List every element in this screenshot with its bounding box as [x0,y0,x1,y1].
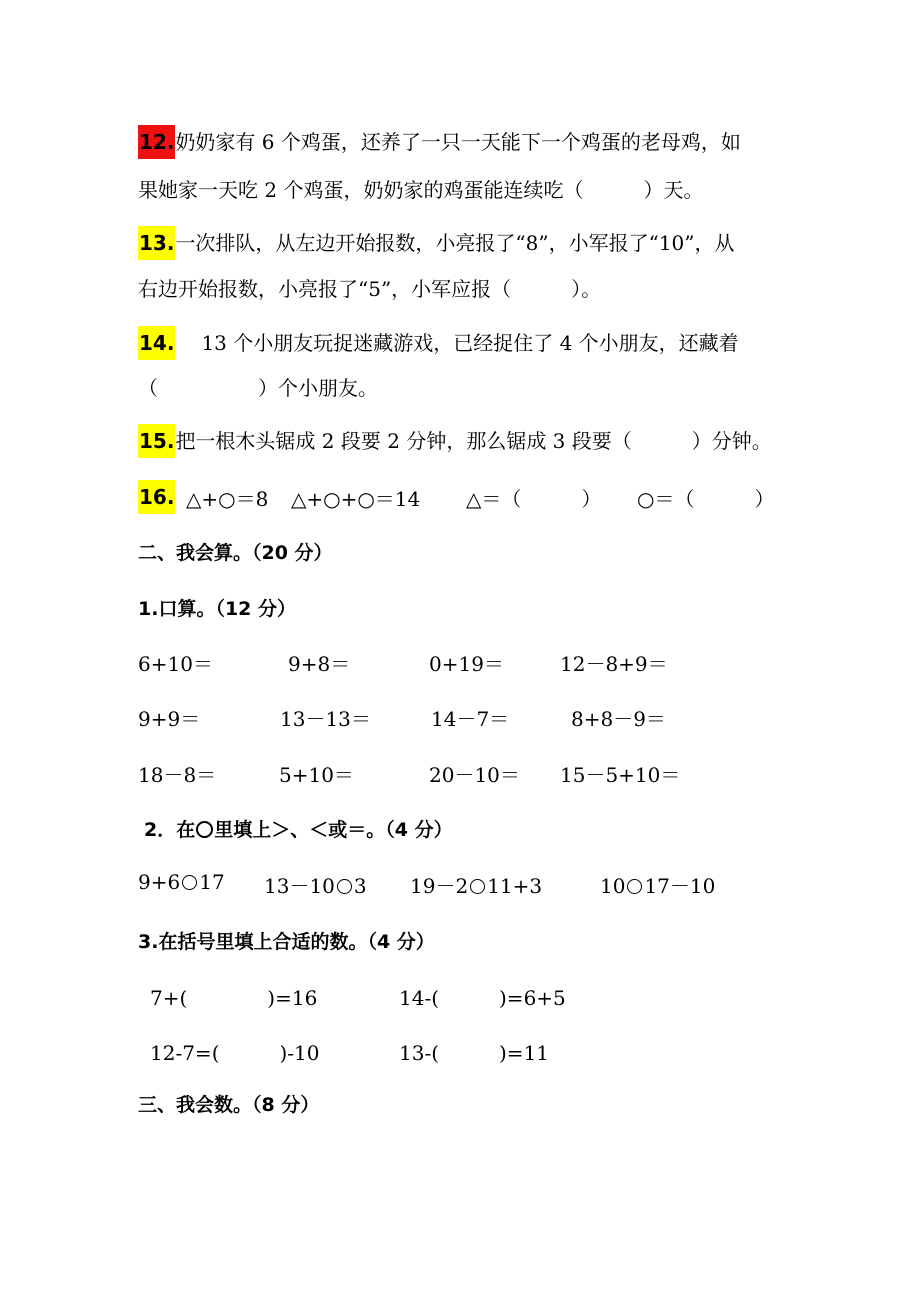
calc-item: 8+8－9＝ [571,707,666,731]
compare-circle-blank[interactable] [627,879,642,894]
calc-item: 18－8＝ [138,763,217,787]
question-12 [138,125,741,159]
part-1-title: 1.口算。（12 分） [138,598,296,620]
calc-item: 12－8+9＝ [560,652,668,676]
question-14 [138,326,739,360]
question-16-eq2: △+○+○＝14 [291,487,421,511]
calc-item: 20－10＝ [429,763,520,787]
question-13 [138,226,735,260]
calc-item: 15－5+10＝ [560,763,681,787]
calc-item: 6+10＝ [138,652,213,676]
question-14-line2: （ ）个小朋友。 [138,376,378,400]
question-13-line1: 一次排队，从左边开始报数，小亮报了“8”，小军报了“10”，从 [175,231,735,255]
calc-item: 5+10＝ [279,763,354,787]
compare-item: 9+6 17 [138,870,225,894]
part-2-title: 2．在 里填上＞、＜或＝。（4 分） [144,819,453,841]
compare-item: 19－2 11+3 [410,874,543,898]
section-3-title: 三、我会数。（8 分） [138,1094,320,1116]
fill-item: 14-( )=6+5 [399,986,566,1010]
question-number-16: 16. [138,480,175,514]
question-number-15: 15. [138,424,175,458]
circle-icon [196,821,213,838]
compare-circle-blank[interactable] [470,879,485,894]
question-number-13: 13. [138,226,175,260]
question-number-12: 12. [138,125,175,159]
question-16-eq1: △+○＝8 [186,487,269,511]
compare-item: 13－10 3 [264,874,367,898]
question-16-eq3: △＝（ ） [466,487,602,511]
question-number-14: 14. [138,326,175,360]
question-14-line1: 13 个小朋友玩捉迷藏游戏，已经捉住了 4 个小朋友，还藏着 [201,331,739,355]
compare-circle-blank[interactable] [182,875,197,890]
question-13-line2: 右边开始报数，小亮报了“5”，小军应报（ ）。 [138,277,602,301]
question-12-line1: 奶奶家有 6 个鸡蛋，还养了一只一天能下一个鸡蛋的老母鸡，如 [175,130,741,154]
question-15-line1: 把一根木头锯成 2 段要 2 分钟，那么锯成 3 段要（ ）分钟。 [175,429,772,453]
compare-item: 10 17－10 [600,874,716,898]
calc-item: 9+8＝ [288,652,351,676]
calc-item: 14－7＝ [431,707,510,731]
fill-item: 13-( )=11 [399,1041,550,1065]
section-2-title: 二、我会算。（20 分） [138,542,333,564]
compare-circle-blank[interactable] [337,879,352,894]
question-16-eq4: ○＝（ ） [637,487,775,511]
calc-item: 9+9＝ [138,707,201,731]
question-15 [138,424,772,458]
calc-item: 13－13＝ [280,707,371,731]
part-3-title: 3.在括号里填上合适的数。（4 分） [138,931,435,953]
fill-item: 12-7=( )-10 [150,1041,320,1065]
question-16 [138,480,175,514]
fill-item: 7+( )=16 [150,986,318,1010]
calc-item: 0+19＝ [429,652,504,676]
question-12-line2: 果她家一天吃 2 个鸡蛋，奶奶家的鸡蛋能连续吃（ ）天。 [138,178,704,202]
